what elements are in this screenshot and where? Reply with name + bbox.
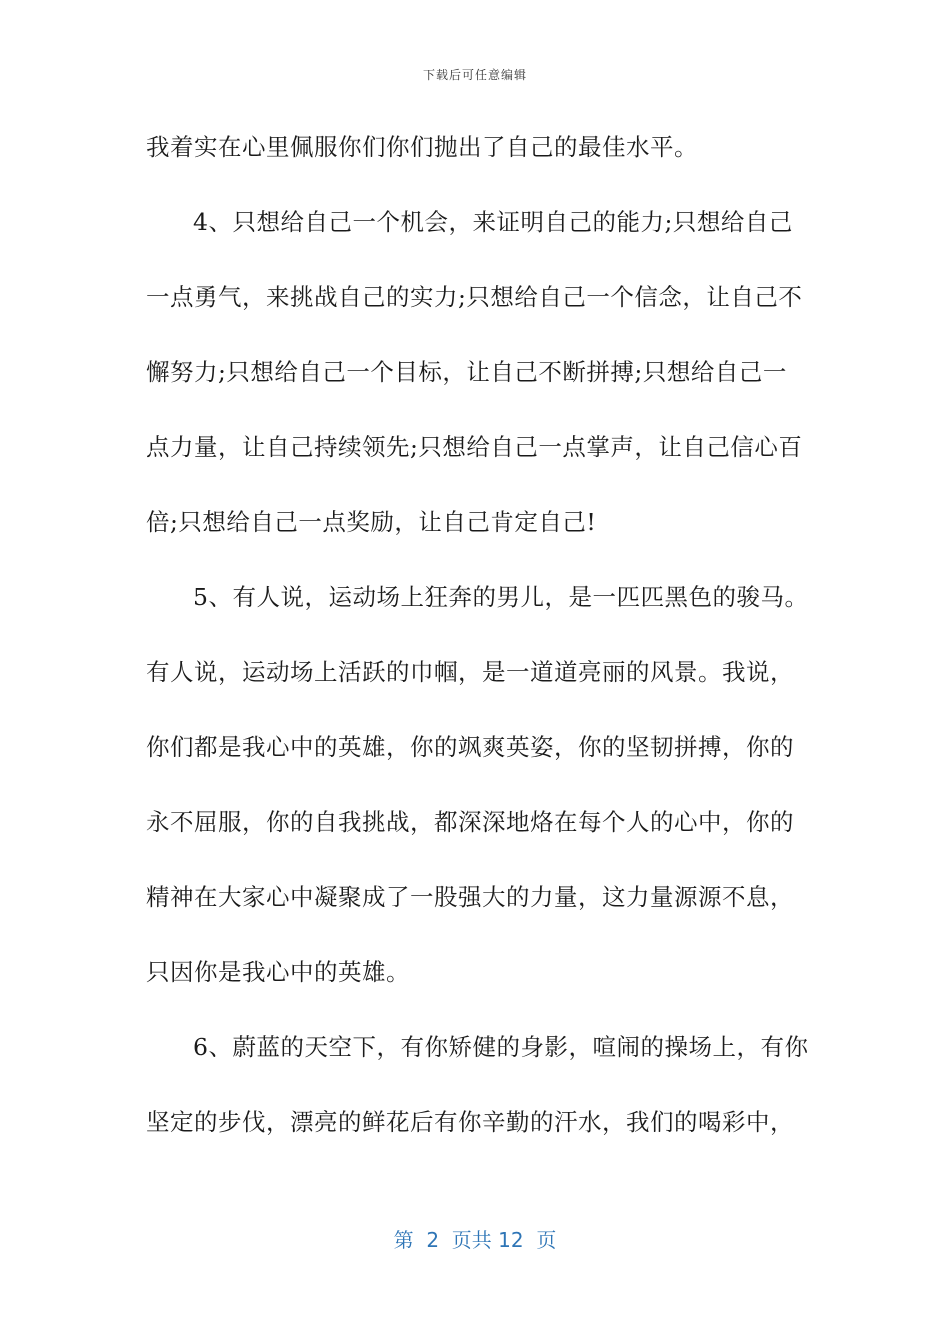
text-line: 精神在大家心中凝聚成了一股强大的力量，这力量源源不息， <box>146 883 794 911</box>
text-line: 坚定的步伐，漂亮的鲜花后有你辛勤的汗水，我们的喝彩中， <box>146 1108 794 1136</box>
text-line: 只因你是我心中的英雄。 <box>146 958 410 986</box>
document-body <box>146 110 808 1160</box>
text-line: 点力量，让自己持续领先;只想给自己一点掌声，让自己信心百 <box>146 433 803 461</box>
text-line: 我着实在心里佩服你们你们抛出了自己的最佳水平。 <box>146 133 698 161</box>
text-line: 你们都是我心中的英雄，你的飒爽英姿，你的坚韧拼搏，你的 <box>146 733 794 761</box>
page-header: 下载后可任意编辑 <box>422 68 527 82</box>
page-number-footer: 第 2 页共 12 页 <box>393 1228 557 1252</box>
text-line: 倍;只想给自己一点奖励，让自己肯定自己! <box>146 508 597 536</box>
text-line: 永不屈服，你的自我挑战，都深深地烙在每个人的心中，你的 <box>146 808 794 836</box>
text-line: 一点勇气，来挑战自己的实力;只想给自己一个信念，让自己不 <box>146 283 803 311</box>
text-line: 4、只想给自己一个机会，来证明自己的能力;只想给自己 <box>193 208 793 236</box>
text-line: 懈努力;只想给自己一个目标，让自己不断拼搏;只想给自己一 <box>146 358 787 386</box>
text-line: 有人说，运动场上活跃的巾帼，是一道道亮丽的风景。我说， <box>146 658 794 686</box>
text-line: 6、蔚蓝的天空下，有你矫健的身影，喧闹的操场上，有你 <box>193 1033 809 1061</box>
text-line: 5、有人说，运动场上狂奔的男儿，是一匹匹黑色的骏马。 <box>193 583 809 611</box>
